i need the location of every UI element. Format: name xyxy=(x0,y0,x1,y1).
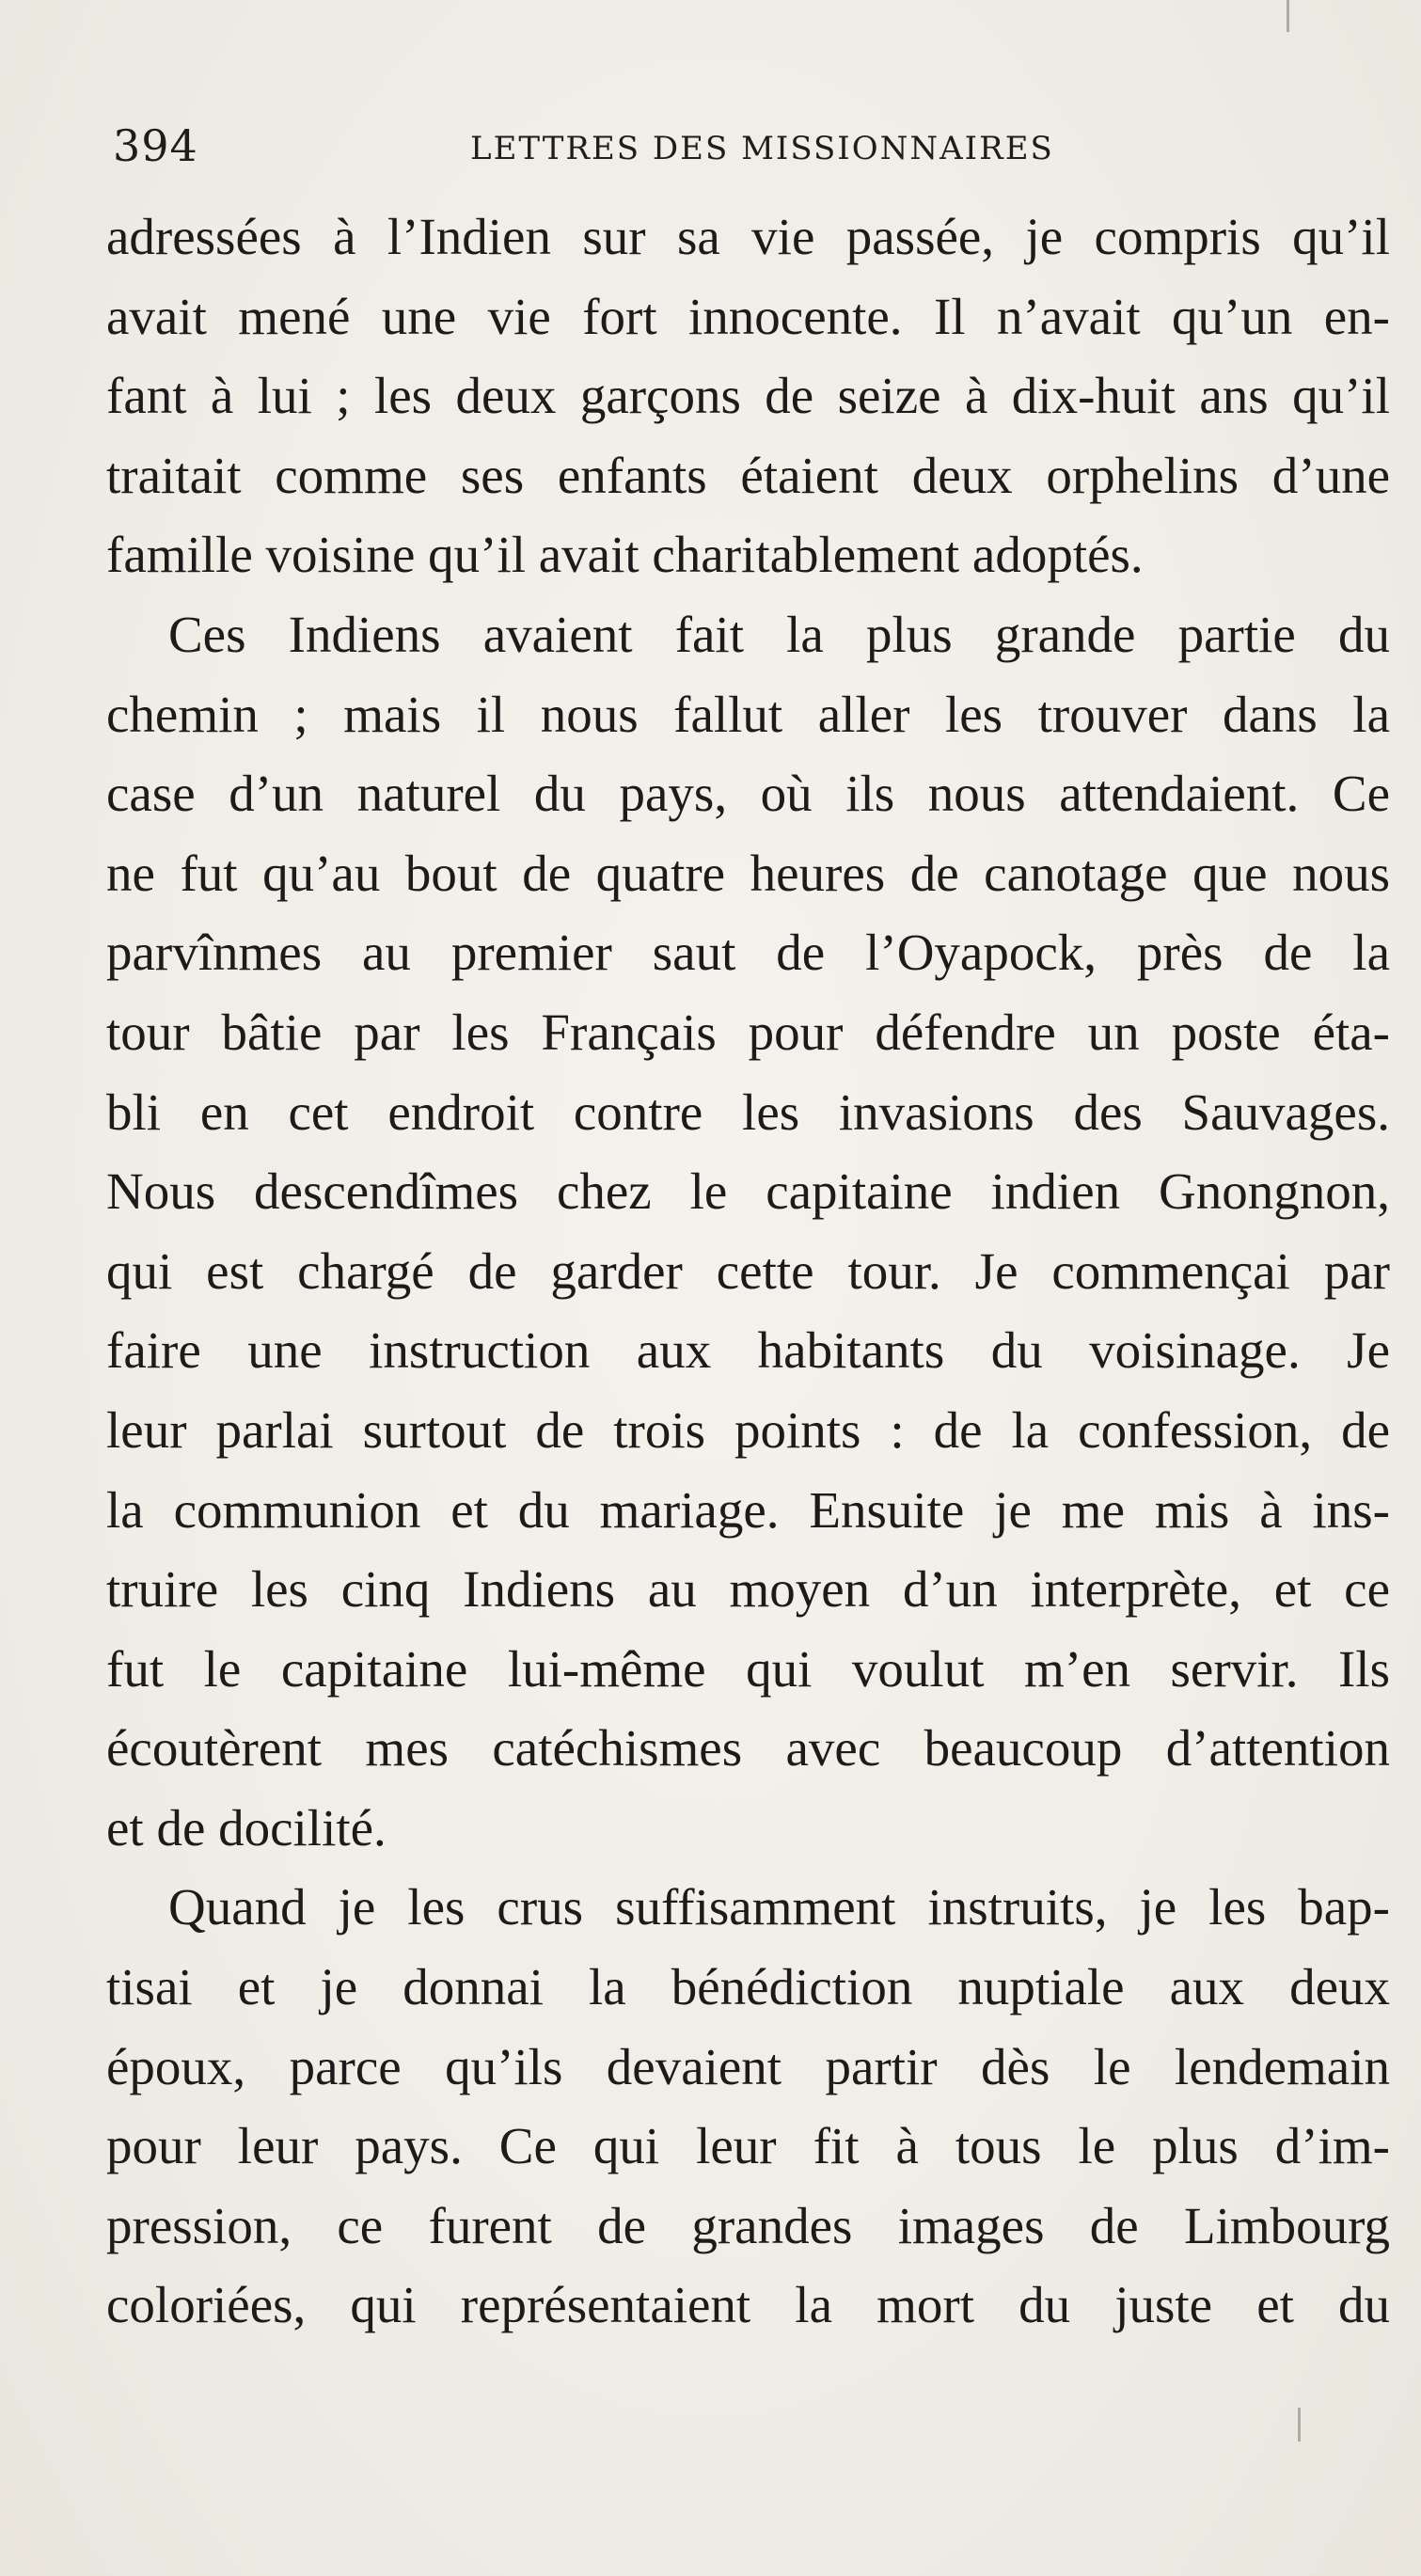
text-line: leur parlai surtout de trois points : de la confession, de xyxy=(106,1400,1390,1459)
text-line: traitait comme ses enfants étaient deux orphelins d’une xyxy=(106,446,1390,504)
text-line: tisai et je donnai la bénédiction nuptiale aux deux xyxy=(106,1958,1390,2016)
text-line: bli en cet endroit contre les invasions des Sauvages. xyxy=(106,1083,1390,1141)
text-line: truire les cinq Indiens au moyen d’un interprète, et ce xyxy=(106,1560,1390,1619)
page-header xyxy=(113,120,1392,177)
text-line: pression, ce furent de grandes images de Limbourg xyxy=(106,2196,1390,2254)
page-number: 394 xyxy=(113,120,198,171)
text-line: avait mené une vie fort innocente. Il n’avait qu’un en- xyxy=(106,287,1390,345)
text-line: époux, parce qu’ils devaient partir dès le lendemain xyxy=(106,2037,1390,2095)
text-line: Nous descendîmes chez le capitaine indien Gnongnon, xyxy=(106,1162,1390,1221)
paragraph xyxy=(106,595,1390,1869)
text-line: fant à lui ; les deux garçons de seize à dix-huit ans qu’il xyxy=(106,367,1390,425)
paragraph xyxy=(106,198,1390,595)
scan-mark xyxy=(1287,0,1289,32)
text-line: Ces Indiens avaient fait la plus grande partie du xyxy=(168,605,1390,663)
text-line: adressées à l’Indien sur sa vie passée, je compris qu’il xyxy=(106,208,1390,265)
text-line: écoutèrent mes catéchismes avec beaucoup d’attention xyxy=(106,1719,1390,1778)
text-line: famille voisine qu’il avait charitablement adoptés. xyxy=(106,526,1144,584)
text-line: tour bâtie par les Français pour défendre un poste éta- xyxy=(106,1003,1390,1061)
body-text xyxy=(106,198,1390,2346)
paragraph xyxy=(106,1868,1390,2346)
text-line: pour leur pays. Ce qui leur fit à tous le plus d’im- xyxy=(106,2117,1390,2175)
text-line: la communion et du mariage. Ensuite je me mis à ins- xyxy=(106,1480,1390,1539)
running-head: LETTRES DES MISSIONNAIRES xyxy=(470,130,1054,167)
text-line: coloriées, qui représentaient la mort du juste et du xyxy=(106,2276,1390,2334)
text-line: qui est chargé de garder cette tour. Je commençai par xyxy=(106,1241,1390,1300)
text-line: faire une instruction aux habitants du voisinage. Je xyxy=(106,1321,1390,1380)
scan-mark xyxy=(1298,2408,1301,2442)
text-line: chemin ; mais il nous fallut aller les trouver dans la xyxy=(106,685,1390,743)
text-line: parvînmes au premier saut de l’Oyapock, près de la xyxy=(106,924,1390,982)
text-line: ne fut qu’au bout de quatre heures de canotage que nous xyxy=(106,844,1390,902)
text-line: case d’un naturel du pays, où ils nous attendaient. Ce xyxy=(106,765,1390,823)
text-line: et de docilité. xyxy=(106,1798,387,1857)
text-line: Quand je les crus suffisamment instruits, je les bap- xyxy=(168,1878,1390,1936)
text-line: fut le capitaine lui-même qui voulut m’en servir. Ils xyxy=(106,1639,1390,1698)
